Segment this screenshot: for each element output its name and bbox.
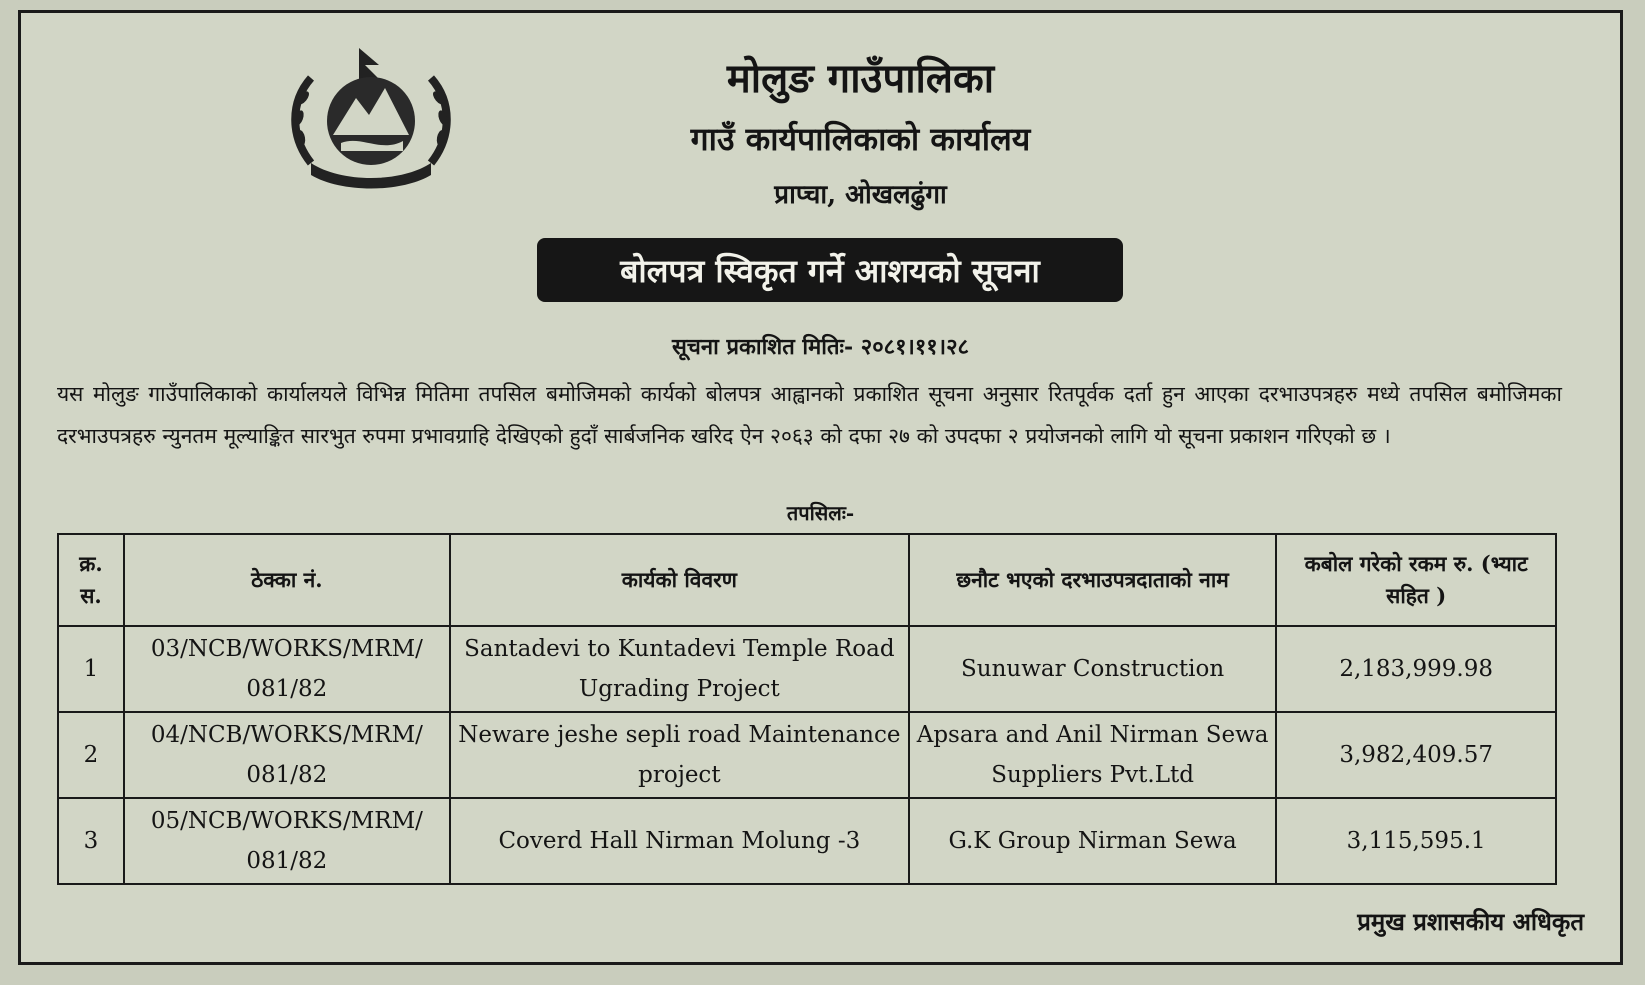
table-row xyxy=(58,712,1556,798)
bids-table xyxy=(57,533,1557,885)
table-row xyxy=(58,626,1556,712)
signatory-title: प्रमुख प्रशासकीय अधिकृत xyxy=(1357,907,1584,936)
cell-contract-no: 03/NCB/WORKS/MRM/ 081/82 xyxy=(124,626,450,712)
office-name: गाउँ कार्यपालिकाको कार्यालय xyxy=(690,120,1031,158)
cell-sn: 1 xyxy=(58,626,124,712)
municipality-title: मोलुङ गाउँपालिका xyxy=(726,55,995,102)
header-sn: क्र. स. xyxy=(58,534,124,626)
cell-description: Coverd Hall Nirman Molung -3 xyxy=(450,798,909,884)
publication-date: सूचना प्रकाशित मितिः- २०८१।११।२८ xyxy=(672,334,969,360)
cell-description: Neware jeshe sepli road Maintenance project xyxy=(450,712,909,798)
header-contract-no: ठेक्का नं. xyxy=(124,534,450,626)
notice-banner: बोलपत्र स्विकृत गर्ने आशयको सूचना xyxy=(537,238,1123,302)
cell-bidder: G.K Group Nirman Sewa xyxy=(909,798,1276,884)
header-description: कार्यको विवरण xyxy=(450,534,909,626)
table-row xyxy=(58,798,1556,884)
cell-contract-no: 04/NCB/WORKS/MRM/ 081/82 xyxy=(124,712,450,798)
cell-bidder: Apsara and Anil Nirman Sewa Suppliers Pvt.Ltd xyxy=(909,712,1276,798)
header-bidder: छनौट भएको दरभाउपत्रदाताको नाम xyxy=(909,534,1276,626)
cell-amount: 2,183,999.98 xyxy=(1276,626,1556,712)
cell-amount: 3,982,409.57 xyxy=(1276,712,1556,798)
table-header-row xyxy=(58,534,1556,626)
office-address: प्राप्चा, ओखलढुंगा xyxy=(774,180,947,210)
cell-contract-no: 05/NCB/WORKS/MRM/ 081/82 xyxy=(124,798,450,884)
cell-description: Santadevi to Kuntadevi Temple Road Ugrading Project xyxy=(450,626,909,712)
header-amount: कबोल गरेको रकम रु. (भ्याट सहित ) xyxy=(1276,534,1556,626)
notice-frame xyxy=(18,10,1623,965)
cell-amount: 3,115,595.1 xyxy=(1276,798,1556,884)
cell-bidder: Sunuwar Construction xyxy=(909,626,1276,712)
schedule-label: तपसिलः- xyxy=(786,501,855,525)
cell-sn: 2 xyxy=(58,712,124,798)
notice-body: यस मोलुङ गाउँपालिकाको कार्यालयले विभिन्न मितिमा तपसिल बमोजिमको कार्यको बोलपत्र आह्वानको प्रकाशित सूचना अनुसार रितपूर्वक दर्ता हुन आएका दरभाउपत्रहरु मध्ये तपसिल बमोजिमका दरभाउपत्रहरु न्युनतम मूल्याङ्कित सारभुत रुपमा प्रभावग्राहि देखिएको हुदाँ सार्बजनिक खरिद ऐन २०६३ को दफा २७ को उपदफा २ प्रयोजनको लागि यो सूचना प्रकाशन गरिएको छ । xyxy=(57,382,1562,448)
cell-sn: 3 xyxy=(58,798,124,884)
